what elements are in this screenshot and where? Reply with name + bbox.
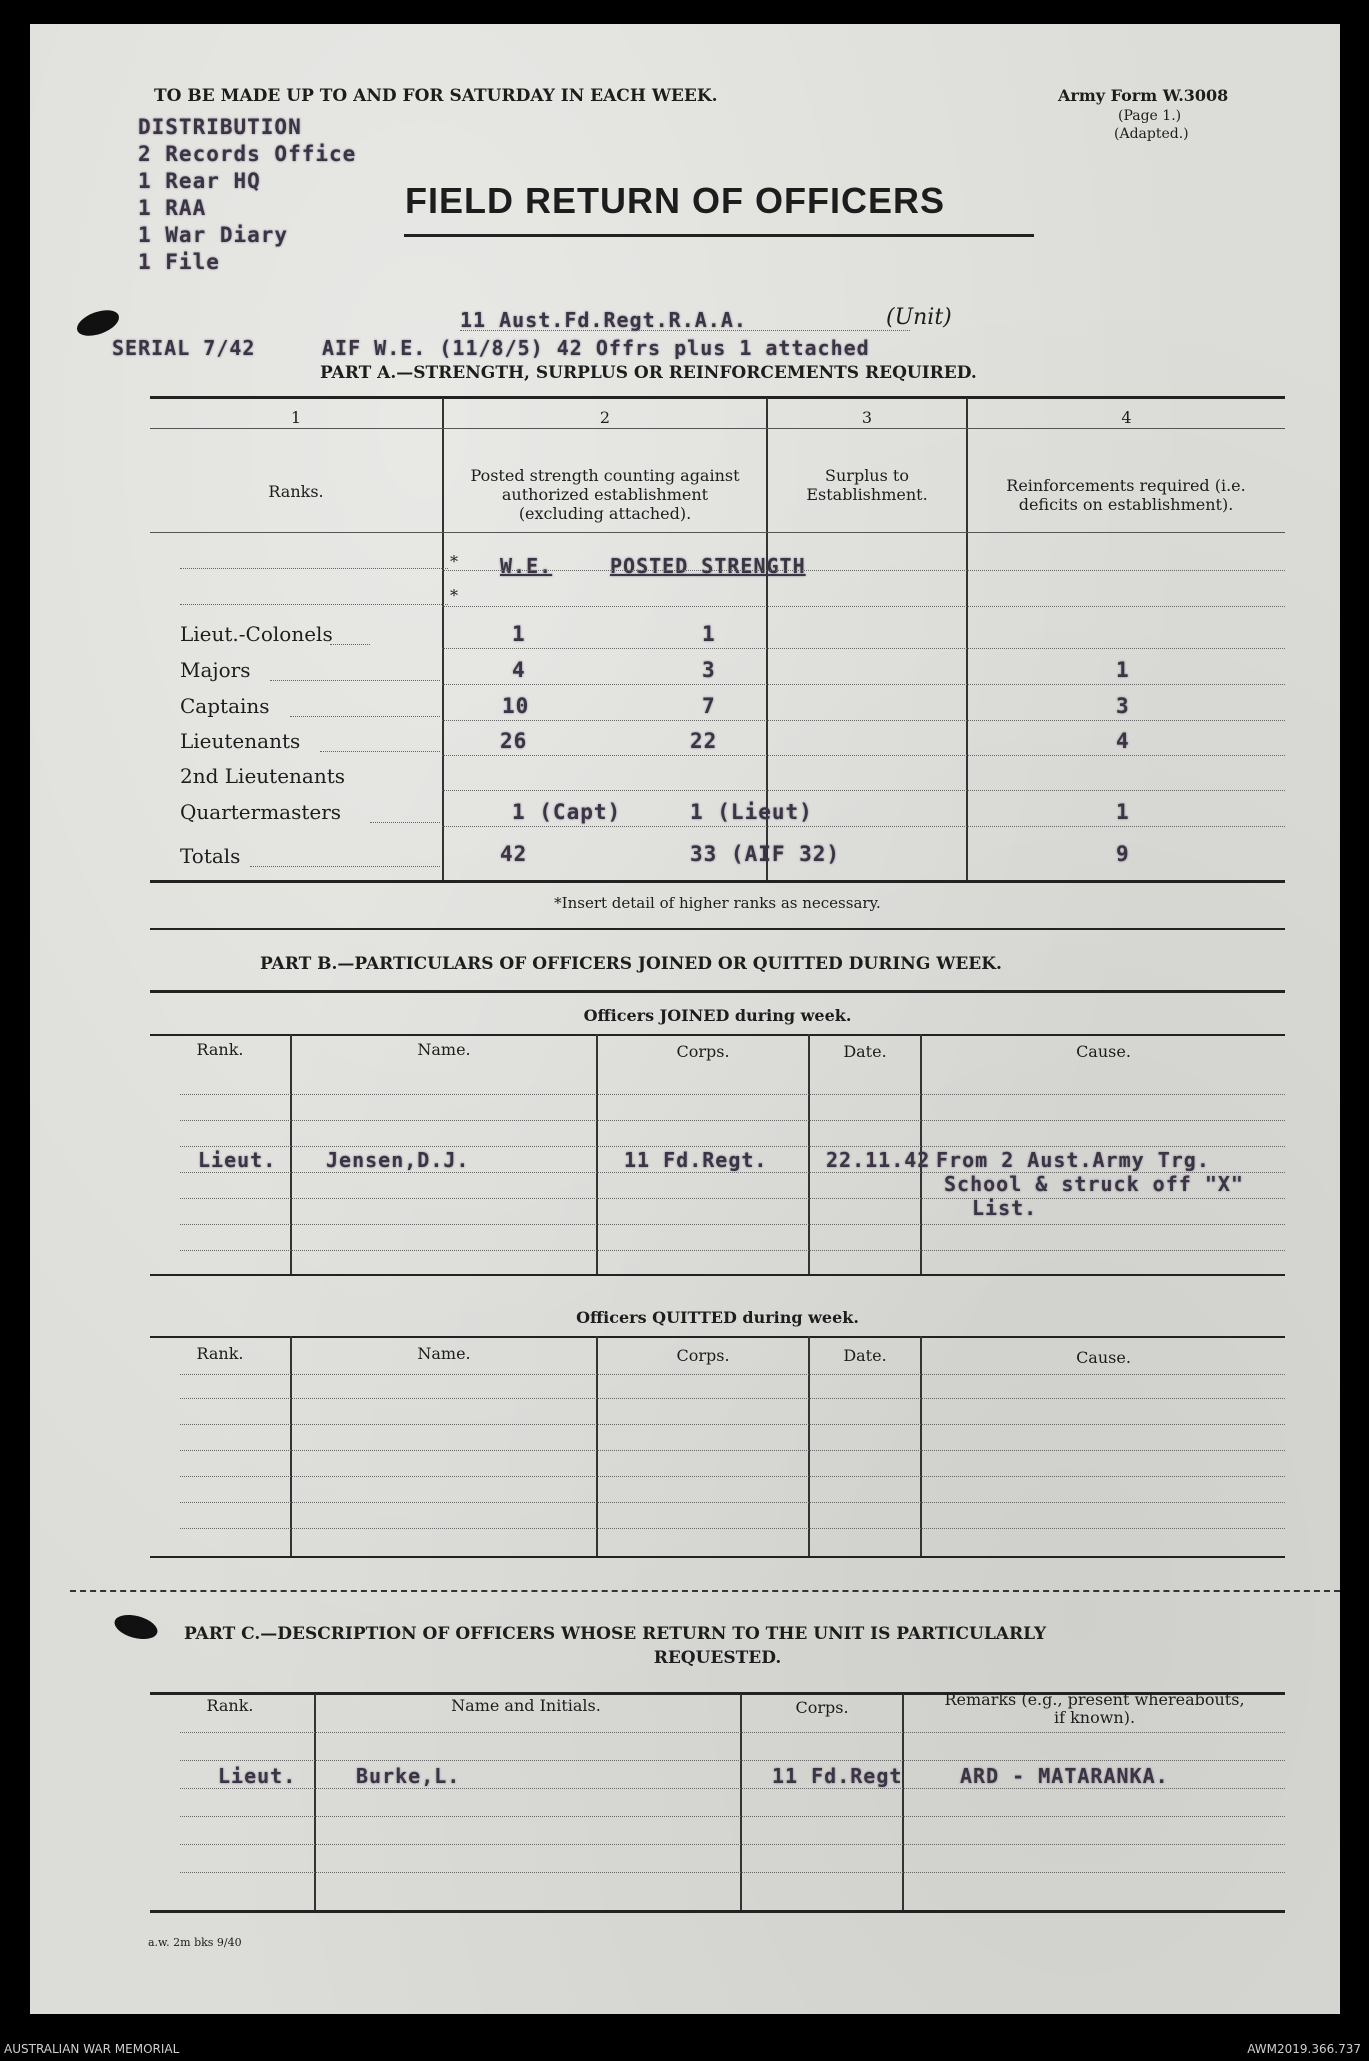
totals-reinforcements: 9	[1116, 842, 1130, 866]
reinforcement-value: 4	[1116, 729, 1130, 753]
part-c-name: Burke,L.	[356, 1764, 461, 1788]
posted-value: 22	[690, 729, 718, 753]
posted-value: 7	[702, 694, 716, 718]
rank-dotted-line	[250, 866, 440, 867]
distribution-list	[138, 114, 356, 276]
part-a-title: PART A.—STRENGTH, SURPLUS OR REINFORCEMENTS REQUIRED.	[320, 363, 977, 383]
joined-bottom-rule	[150, 1274, 1285, 1276]
header-bottom-rule	[150, 532, 1285, 533]
row-line	[442, 755, 1285, 756]
row-line	[180, 1816, 1285, 1817]
reinforcements-header: Reinforcements required (i.e. deficits on establishment).	[1006, 476, 1246, 514]
col-number-1: 1	[290, 408, 302, 427]
distribution-item: 1 File	[138, 250, 220, 274]
col-divider	[808, 1034, 810, 1274]
rank-dotted-line	[290, 716, 440, 717]
totals-label: Totals	[180, 844, 241, 868]
quitted-col-name: Name.	[417, 1344, 471, 1363]
part-b-title: PART B.—PARTICULARS OF OFFICERS JOINED OR QUITTED DURING WEEK.	[260, 954, 1002, 974]
posted-strength-header: Posted strength counting against authorized establishment (excluding attached).	[470, 466, 740, 523]
joined-col-corps: Corps.	[676, 1042, 730, 1061]
archive-name: AUSTRALIAN WAR MEMORIAL	[4, 2042, 180, 2056]
row-line	[442, 720, 1285, 721]
row-line	[180, 1476, 1285, 1477]
print-code: a.w. 2m bks 9/40	[148, 1936, 242, 1949]
part-c-rank: Lieut.	[218, 1764, 297, 1788]
perforation-line	[70, 1590, 1340, 1592]
archive-footer	[0, 2035, 1369, 2061]
distribution-item: 1 RAA	[138, 196, 207, 220]
totals-posted: 33 (AIF 32)	[690, 842, 841, 866]
part-c-col-rank: Rank.	[206, 1696, 254, 1715]
joined-col-cause: Cause.	[1076, 1042, 1131, 1061]
part-a-end-rule	[150, 928, 1285, 930]
asterisk: *	[450, 586, 458, 605]
row-line	[180, 1374, 1285, 1375]
row-line	[442, 684, 1285, 685]
reinforcement-value: 1	[1116, 800, 1130, 824]
row-line	[442, 790, 1285, 791]
quitted-col-cause: Cause.	[1076, 1348, 1131, 1367]
row-line	[180, 1146, 1285, 1147]
col-divider	[314, 1694, 316, 1912]
posted-value: 1	[702, 622, 716, 646]
col-divider	[290, 1336, 292, 1556]
distribution-heading: DISTRIBUTION	[138, 115, 302, 139]
header-rule	[150, 428, 442, 429]
row-line	[180, 1120, 1285, 1121]
distribution-item: 1 Rear HQ	[138, 169, 261, 193]
row-line	[180, 1732, 1285, 1733]
rank-dotted-line	[270, 680, 440, 681]
row-line	[180, 1844, 1285, 1845]
quitted-title: Officers QUITTED during week.	[576, 1308, 859, 1327]
army-form-number: Army Form W.3008	[1058, 86, 1229, 105]
col-divider	[596, 1034, 598, 1274]
form-page	[30, 24, 1340, 2014]
ranks-header: Ranks.	[268, 482, 324, 501]
col-number-2: 2	[599, 408, 611, 427]
joined-col-name: Name.	[417, 1040, 471, 1059]
unit-value: 11 Aust.Fd.Regt.R.A.A.	[460, 308, 747, 332]
part-c-title-line-2: REQUESTED.	[653, 1648, 782, 1668]
part-c-col-name: Name and Initials.	[451, 1696, 601, 1715]
reinforcement-value: 1	[1116, 658, 1130, 682]
joined-title: Officers JOINED during week.	[583, 1006, 852, 1025]
rank-label: Lieutenants	[180, 729, 301, 753]
col-divider	[966, 398, 968, 880]
we-value: 26	[500, 729, 528, 753]
asterisk: *	[450, 552, 458, 571]
reinforcement-value: 3	[1116, 694, 1130, 718]
quitted-bottom-rule	[150, 1556, 1285, 1558]
row-line	[180, 1760, 1285, 1761]
col-number-4: 4	[1121, 408, 1132, 427]
col-divider	[920, 1336, 922, 1556]
joined-cause-line: List.	[972, 1196, 1038, 1220]
row-line	[180, 1224, 1285, 1225]
part-c-remarks: ARD - MATARANKA.	[960, 1764, 1169, 1788]
rank-label: Quartermasters	[180, 800, 342, 824]
rank-dotted-line	[180, 568, 448, 569]
row-line	[180, 1398, 1285, 1399]
footnote: *Insert detail of higher ranks as necessary.	[554, 894, 881, 912]
part-a-top-rule	[150, 396, 1285, 399]
adapted-note: (Adapted.)	[1114, 126, 1189, 142]
surplus-header: Surplus to Establishment.	[806, 466, 928, 504]
rank-dotted-line	[320, 751, 440, 752]
quitted-col-rank: Rank.	[196, 1344, 244, 1363]
we-value: 4	[512, 658, 526, 682]
rank-dotted-line	[180, 604, 448, 605]
joined-rank: Lieut.	[198, 1148, 277, 1172]
totals-we: 42	[500, 842, 528, 866]
row-line	[180, 1250, 1285, 1251]
row-line	[442, 570, 1285, 571]
unit-line	[460, 330, 910, 331]
joined-col-rank: Rank.	[196, 1040, 244, 1059]
row-line	[180, 1198, 1285, 1199]
rank-label: 2nd Lieutenants	[180, 764, 346, 788]
posted-value: 1 (Lieut)	[690, 800, 813, 824]
col-divider	[740, 1694, 742, 1912]
row-line	[180, 1424, 1285, 1425]
rank-label: Captains	[180, 694, 270, 718]
header-rule	[442, 428, 1285, 429]
page-number: (Page 1.)	[1118, 108, 1182, 124]
col-divider	[808, 1336, 810, 1556]
part-b-top-rule	[150, 990, 1285, 993]
distribution-item: 2 Records Office	[138, 142, 357, 166]
serial-number: SERIAL 7/42	[112, 336, 256, 360]
quitted-header-rule	[150, 1336, 1285, 1338]
establishment-note: AIF W.E. (11/8/5) 42 Offrs plus 1 attached	[322, 336, 870, 360]
row-line	[180, 1094, 1285, 1095]
quitted-col-corps: Corps.	[676, 1346, 730, 1365]
row-line	[442, 606, 1285, 607]
row-line	[442, 826, 1285, 827]
distribution-item: 1 War Diary	[138, 223, 289, 247]
torn-hole	[112, 1611, 160, 1644]
col-divider	[290, 1034, 292, 1274]
unit-label: (Unit)	[886, 305, 952, 330]
col-divider	[596, 1336, 598, 1556]
we-value: 1	[512, 622, 526, 646]
part-c-col-corps: Corps.	[795, 1698, 849, 1717]
part-c-col-remarks: Remarks (e.g., present whereabouts,	[944, 1690, 1245, 1709]
joined-header-rule	[150, 1034, 1285, 1036]
part-c-title: PART C.—DESCRIPTION OF OFFICERS WHOSE RETURN TO THE UNIT IS PARTICULARLY	[184, 1624, 1047, 1644]
row-line	[180, 1502, 1285, 1503]
instruction: TO BE MADE UP TO AND FOR SATURDAY IN EACH WEEK.	[154, 86, 718, 106]
posted-value: 3	[702, 658, 716, 682]
we-value: 1 (Capt)	[512, 800, 622, 824]
typed-we-header: W.E.	[500, 554, 553, 578]
quitted-col-date: Date.	[843, 1346, 887, 1365]
part-a-bottom-rule	[150, 880, 1285, 883]
part-c-col-remarks-line-2: if known).	[1053, 1708, 1136, 1727]
archive-id: AWM2019.366.737	[1247, 2042, 1361, 2056]
page-title: FIELD RETURN OF OFFICERS	[405, 180, 945, 221]
joined-name: Jensen,D.J.	[326, 1148, 470, 1172]
row-line	[442, 648, 1285, 649]
joined-cause-line: From 2 Aust.Army Trg.	[936, 1148, 1210, 1172]
row-line	[180, 1528, 1285, 1529]
row-line	[180, 1872, 1285, 1873]
row-line	[180, 1450, 1285, 1451]
rank-label: Majors	[180, 658, 251, 682]
part-c-bottom-rule	[150, 1910, 1285, 1913]
joined-cause-line: School & struck off "X"	[944, 1172, 1244, 1196]
rank-dotted-line	[330, 644, 370, 645]
joined-col-date: Date.	[843, 1042, 887, 1061]
we-value: 10	[502, 694, 530, 718]
typed-posted-header: POSTED STRENGTH	[610, 554, 806, 578]
col-divider	[442, 398, 444, 880]
row-line	[180, 1788, 1285, 1789]
col-number-3: 3	[861, 408, 873, 427]
col-divider	[902, 1694, 904, 1912]
title-underline	[404, 234, 1034, 237]
joined-date: 22.11.42	[826, 1148, 931, 1172]
part-c-corps: 11 Fd.Regt	[772, 1764, 903, 1788]
rank-label: Lieut.-Colonels	[180, 622, 333, 646]
rank-dotted-line	[370, 822, 440, 823]
joined-corps: 11 Fd.Regt.	[624, 1148, 768, 1172]
